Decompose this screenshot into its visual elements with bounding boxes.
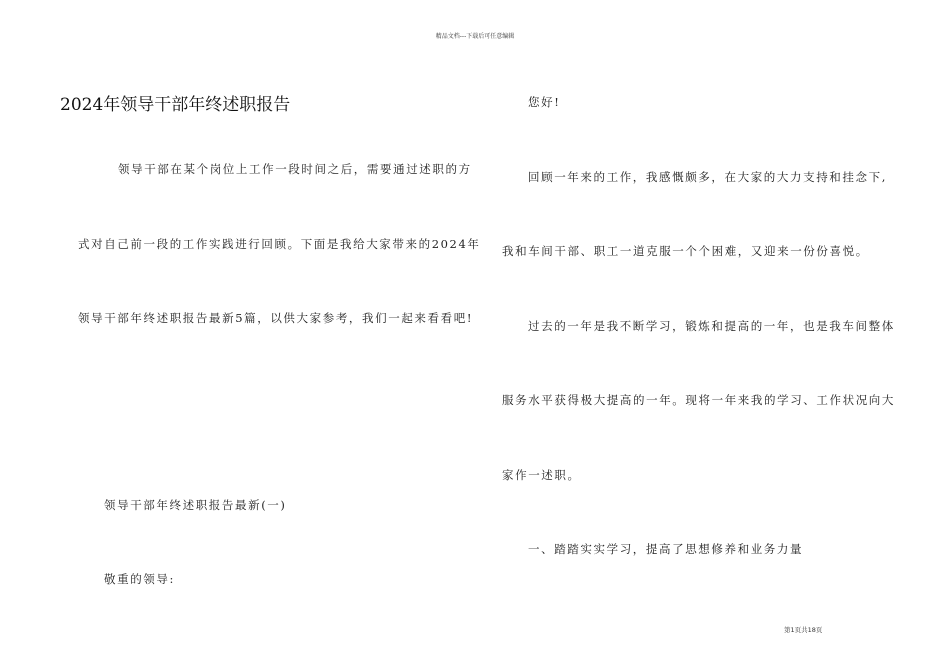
page-indicator: 第1页共18页: [784, 626, 823, 634]
right-line-4: 服务水平获得极大提高的一年。现将一年来我的学习、工作状况向大: [502, 393, 895, 407]
salutation: 敬重的领导:: [104, 572, 175, 586]
right-line-2: 我和车间干部、职工一道克服一个个困难，又迎来一份份喜悦。: [502, 244, 869, 258]
right-line-6: 一、踏踏实实学习，提高了思想修养和业务力量: [528, 542, 804, 556]
greeting: 您好!: [528, 95, 561, 109]
intro-line-1: 领导干部在某个岗位上工作一段时间之后，需要通过述职的方: [118, 162, 472, 176]
right-line-5: 家作一述职。: [502, 468, 581, 482]
right-line-1: 回顾一年来的工作，我感慨颇多，在大家的大力支持和挂念下,: [528, 170, 887, 184]
intro-line-2: 式对自己前一段的工作实践进行回顾。下面是我给大家带来的2024年: [78, 237, 481, 251]
page-header-note: 精品文档---下载后可任意编辑: [435, 33, 515, 40]
right-line-3: 过去的一年是我不断学习，锻炼和提高的一年，也是我车间整体: [528, 319, 895, 333]
section-heading: 领导干部年终述职报告最新(一): [104, 498, 287, 512]
intro-line-3: 领导干部年终述职报告最新5篇，以供大家参考，我们一起来看看吧!: [78, 311, 474, 325]
document-title: 2024年领导干部年终述职报告: [60, 95, 291, 115]
